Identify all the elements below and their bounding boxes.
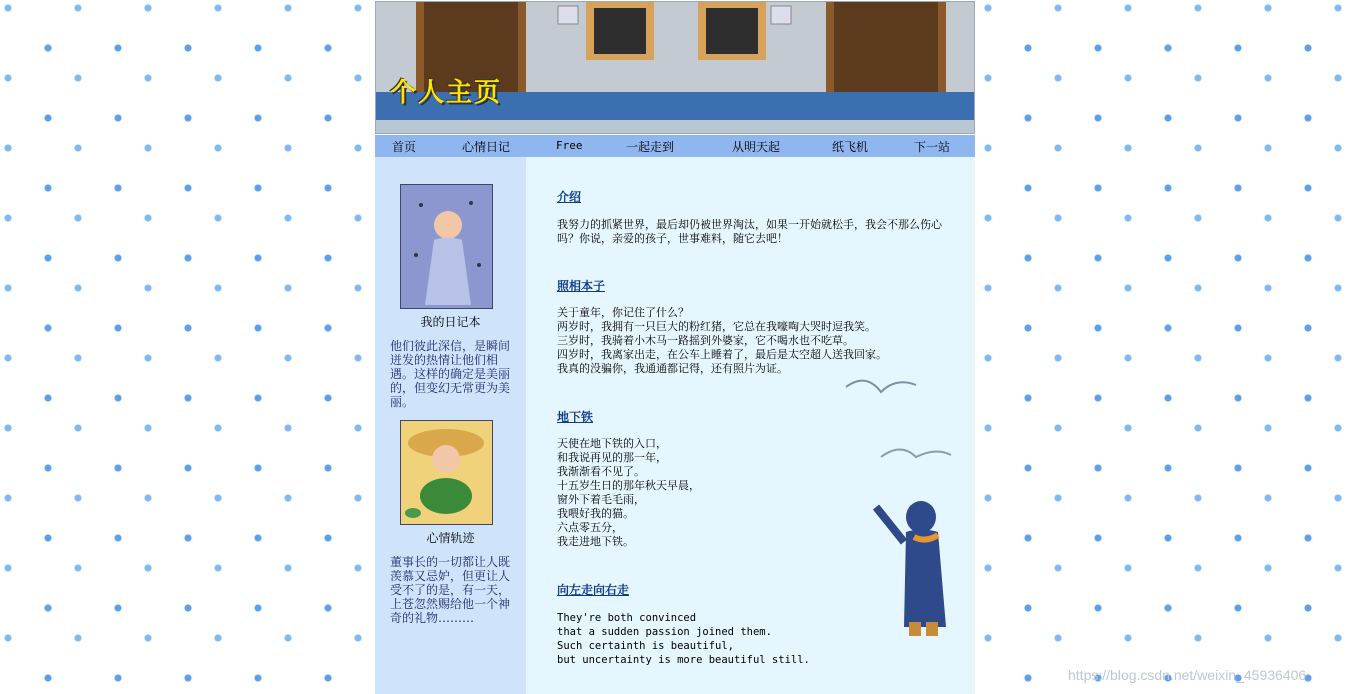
section-intro-title[interactable]: 介绍: [557, 190, 582, 204]
mood-image: [400, 420, 493, 525]
text-line: 十五岁生日的那年秋天早晨，: [557, 479, 700, 492]
text-line: that a sudden passion joined them.: [557, 626, 772, 638]
page-title: 个人主页: [390, 78, 503, 108]
watermark: https://blog.csdn.net/weixin_45936406: [1068, 667, 1307, 683]
nav-item-from-tomorrow[interactable]: 从明天起: [732, 140, 781, 154]
section-photo-album-title[interactable]: 照相本子: [557, 279, 606, 293]
banner-illustration: [376, 2, 975, 134]
diary-description: 他们彼此深信，是瞬间迸发的热情让他们相遇。这样的确定是美丽的，但变幻无常更为美丽。: [390, 339, 511, 409]
nav-bar: [375, 135, 975, 157]
section-subway-title[interactable]: 地下铁: [557, 410, 594, 424]
text-line: 窗外下着毛毛雨，: [557, 493, 645, 506]
nav-item-home[interactable]: 首页: [392, 140, 417, 154]
nav-item-free[interactable]: Free: [556, 139, 583, 152]
text-line: 我渐渐看不见了。: [557, 465, 645, 478]
section-subway-body: [557, 437, 962, 549]
text-line: They're both convinced: [557, 612, 697, 624]
nav-item-paper-plane[interactable]: 纸飞机: [832, 140, 869, 154]
text-line: 六点零五分，: [557, 521, 623, 534]
text-line: 两岁时，我拥有一只巨大的粉红猪，它总在我嚎啕大哭时逗我笑。: [557, 320, 876, 333]
section-left-right-body: [557, 611, 962, 667]
text-line: 关于童年，你记住了什么？: [557, 306, 689, 319]
mood-description: 董事长的一切都让人既羡慕又忌妒，但更让人受不了的是，有一天，上苍忽然赐给他一个神奇的礼物………: [390, 555, 511, 625]
text-line: but uncertainty is more beautiful still.: [557, 654, 810, 666]
text-line: 我喂好我的猫。: [557, 507, 634, 520]
text-line: 三岁时，我骑着小木马一路摇到外婆家，它不喝水也不吃草。: [557, 334, 854, 347]
text-line: 我走进地下铁。: [557, 535, 634, 548]
nav-item-next-stop[interactable]: 下一站: [914, 140, 951, 154]
nav-item-walk-together[interactable]: 一起走到: [626, 140, 675, 154]
girl-with-melon-icon: [401, 421, 492, 524]
text-line: 天使在地下铁的入口，: [557, 437, 667, 450]
text-line: 和我说再见的那一年，: [557, 451, 667, 464]
section-left-right-title[interactable]: 向左走向右走: [557, 583, 630, 597]
page-container: [375, 0, 975, 694]
diary-caption: 我的日记本: [420, 315, 481, 329]
sidebar: [375, 157, 526, 694]
header-banner: [375, 1, 975, 134]
text-line: 四岁时，我离家出走，在公车上睡着了，最后是太空超人送我回家。: [557, 348, 887, 361]
text-line: 我真的没骗你，我通通都记得，还有照片为证。: [557, 362, 788, 375]
main-content: [526, 157, 975, 694]
text-line: 我努力的抓紧世界，最后却仍被世界淘汰，如果一开始就松手，我会不那么伤心吗？你说，亲爱的孩子，世事难料，随它去吧！: [557, 218, 942, 245]
diary-image: [400, 184, 493, 309]
section-intro-body: [557, 218, 962, 246]
nav-item-mood-diary[interactable]: 心情日记: [462, 140, 511, 154]
girl-illustration-icon: [401, 185, 492, 308]
section-photo-album-body: [557, 306, 962, 376]
mood-caption: 心情轨迹: [426, 531, 475, 545]
text-line: Such certainth is beautiful,: [557, 640, 735, 652]
